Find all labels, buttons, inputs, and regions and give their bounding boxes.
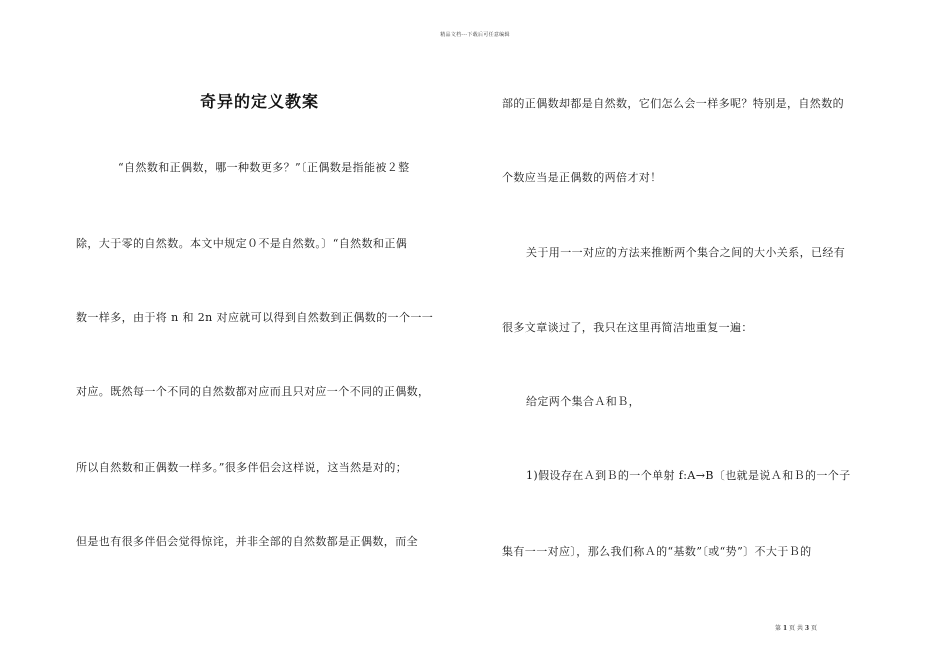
right-paragraph-line: 给定两个集合Ａ和Ｂ， (526, 395, 640, 408)
left-paragraph-line: 除，大于零的自然数。本文中规定０不是自然数。〕“自然数和正偶 (76, 237, 408, 250)
left-paragraph-line: 但是也有很多伴侣会觉得惊诧，并非全部的自然数都是正偶数，而全 (76, 535, 418, 548)
right-paragraph-line: 部的正偶数却都是自然数，它们怎么会一样多呢？特别是，自然数的 (502, 97, 844, 110)
footer-total-pages: 3 (804, 625, 810, 632)
footer-prefix: 第 (775, 625, 782, 632)
right-paragraph-line: 1)假设存在Ａ到Ｂ的一个单射 f:A→B〔也就是说Ａ和Ｂ的一个子 (526, 469, 851, 482)
document-title: 奇异的定义教案 (200, 92, 320, 111)
right-paragraph-line: 关于用一一对应的方法来推断两个集合之间的大小关系，已经有 (526, 246, 846, 259)
footer-suffix: 页 (811, 625, 818, 632)
right-paragraph-line: 集有一一对应〕，那么我们称Ａ的“基数”〔或“势”〕不大于Ｂ的 (502, 545, 812, 558)
page-footer (775, 623, 817, 632)
footer-page-number: 1 (782, 625, 788, 632)
left-paragraph-line: 数一样多，由于将 n 和 2n 对应就可以得到自然数到正偶数的一个一一 (76, 311, 434, 324)
right-paragraph-line: 个数应当是正偶数的两倍才对！ (502, 171, 662, 184)
left-paragraph-line: 所以自然数和正偶数一样多。”很多伴侣会这样说，这当然是对的； (76, 461, 408, 474)
left-paragraph-line: “自然数和正偶数，哪一种数更多？”〔正偶数是指能被２整 (118, 161, 410, 174)
right-paragraph-line: 很多文章谈过了，我只在这里再简洁地重复一遍： (502, 321, 753, 334)
left-paragraph-line: 对应。既然每一个不同的自然数都对应而且只对应一个不同的正偶数， (76, 385, 430, 398)
footer-middle: 页 共 (789, 625, 803, 632)
page-header: 精品文档---下载后可任意编辑 (440, 32, 510, 38)
